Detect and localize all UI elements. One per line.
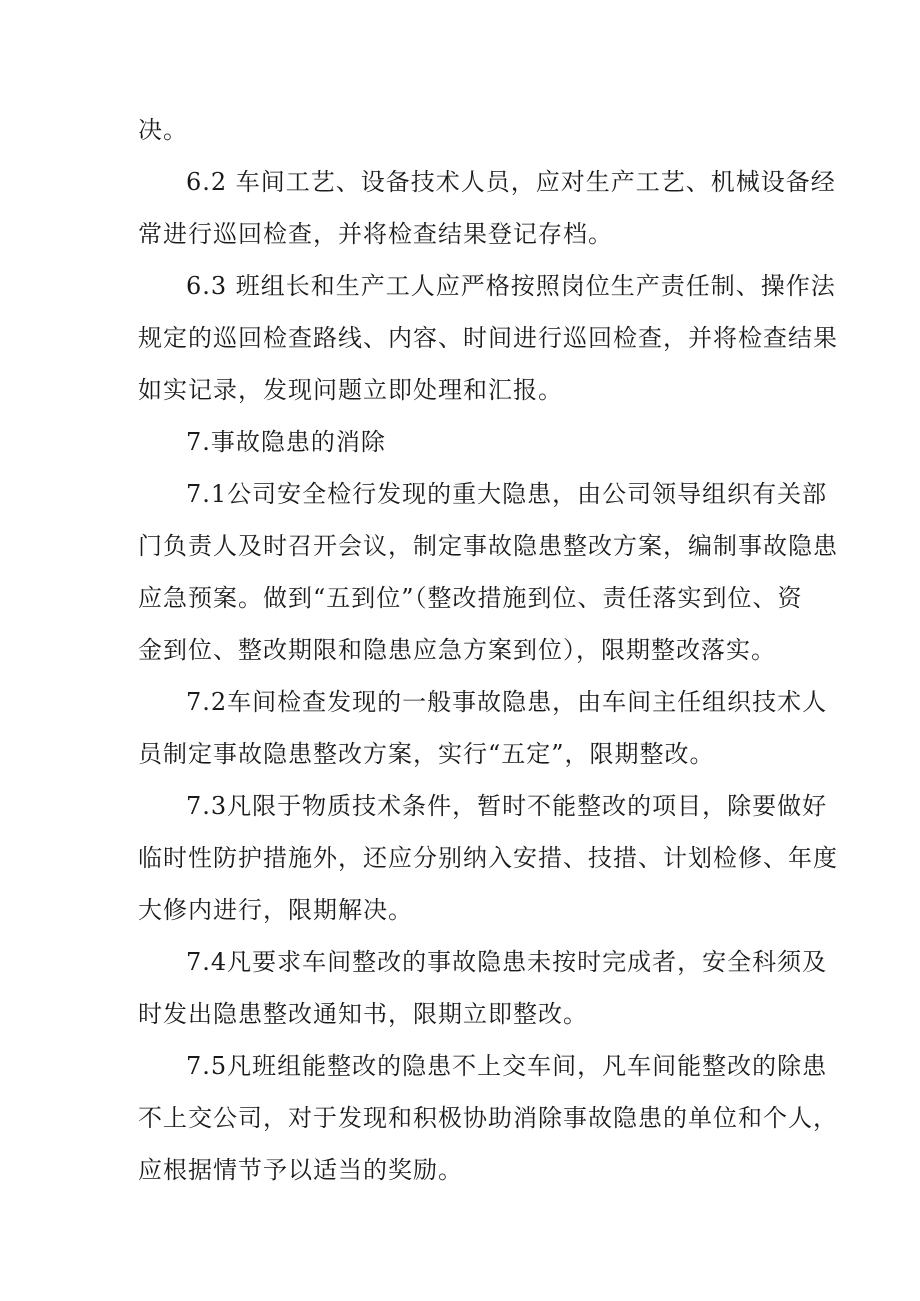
text-line: 临时性防护措施外，还应分别纳入安措、技措、计划检修、年度 [138, 844, 838, 872]
section-heading: 7.事故隐患的消除 [186, 428, 386, 456]
text-line: 7.1公司安全检行发现的重大隐患，由公司领导组织有关部 [186, 480, 828, 508]
text-line: 应根据情节予以适当的奖励。 [138, 1156, 463, 1184]
text-line: 不上交公司，对于发现和积极协助消除事故隐患的单位和个人， [138, 1104, 838, 1132]
text-line: 7.5凡班组能整改的隐患不上交车间，凡车间能整改的除患 [186, 1052, 828, 1080]
text-line: 应急预案。做到“五到位”（整改措施到位、责任落实到位、资 [138, 584, 803, 612]
text-line: 7.2车间检查发现的一般事故隐患，由车间主任组织技术人 [186, 688, 828, 716]
text-line: 6.2 车间工艺、设备技术人员，应对生产工艺、机械设备经 [186, 168, 836, 196]
text-line: 7.4凡要求车间整改的事故隐患未按时完成者，安全科须及 [186, 948, 828, 976]
text-line: 6.3 班组长和生产工人应严格按照岗位生产责任制、操作法 [186, 272, 836, 300]
text-line: 规定的巡回检查路线、内容、时间进行巡回检查，并将检查结果 [138, 324, 838, 352]
text-line: 门负责人及时召开会议，制定事故隐患整改方案，编制事故隐患 [138, 532, 838, 560]
text-line: 决。 [138, 116, 188, 144]
text-line: 常进行巡回检查，并将检查结果登记存档。 [138, 220, 613, 248]
text-line: 金到位、整改期限和隐患应急方案到位），限期整改落实。 [138, 636, 776, 664]
text-line: 如实记录，发现问题立即处理和汇报。 [138, 376, 563, 404]
text-line: 时发出隐患整改通知书，限期立即整改。 [138, 1000, 588, 1028]
text-line: 7.3凡限于物质技术条件，暂时不能整改的项目，除要做好 [186, 792, 828, 820]
text-line: 大修内进行，限期解决。 [138, 896, 413, 924]
text-line: 员制定事故隐患整改方案，实行“五定”，限期整改。 [138, 740, 715, 768]
